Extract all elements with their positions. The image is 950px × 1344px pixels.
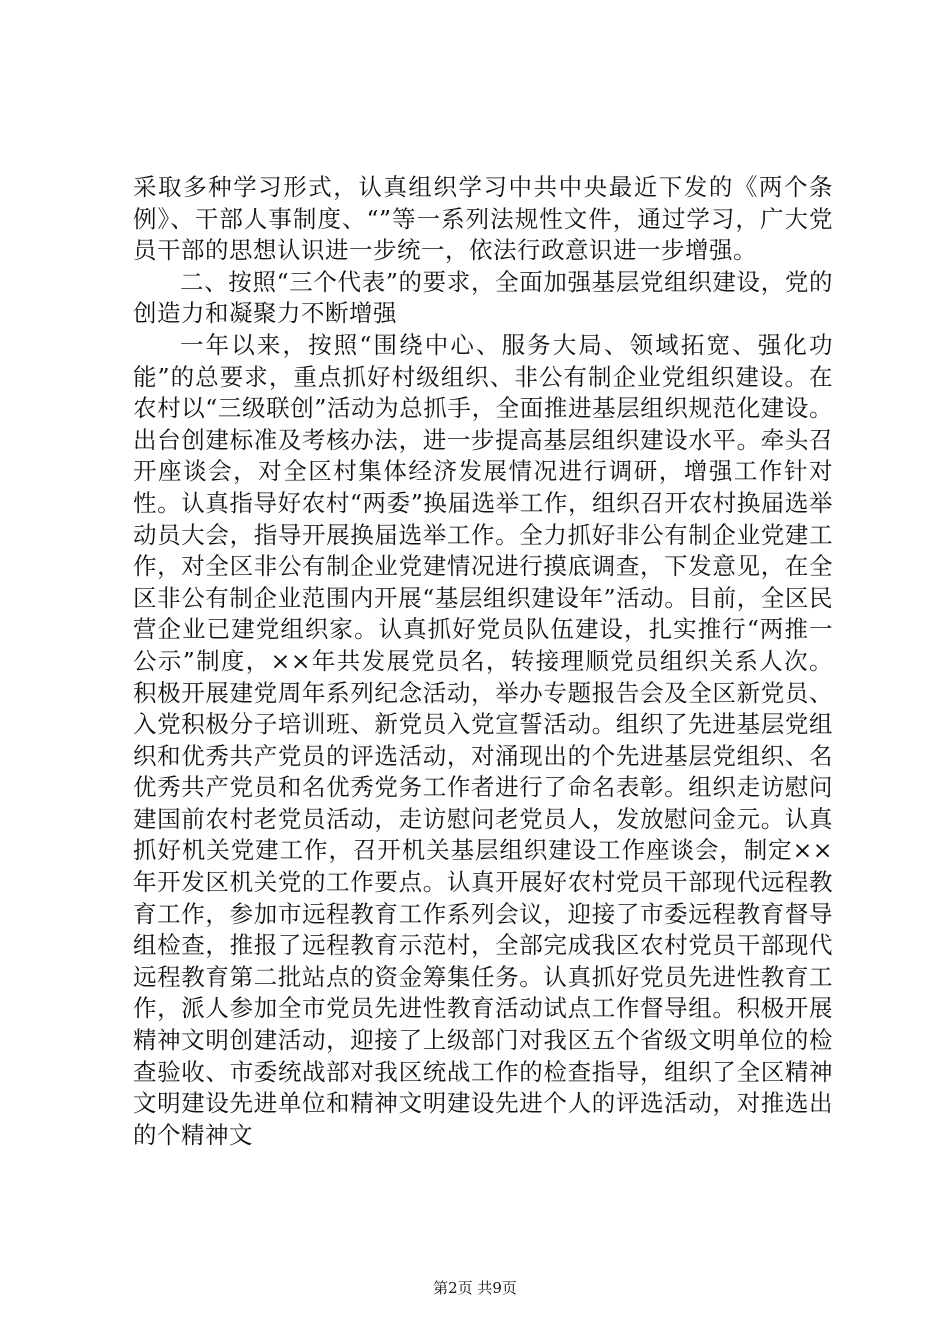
section-heading-two: 二、按照“三个代表”的要求，全面加强基层党组织建设，党的创造力和凝聚力不断增强 — [133, 267, 833, 328]
paragraph-grassroots-work: 一年以来，按照“围绕中心、服务大局、领域拓宽、强化功能”的总要求，重点抓好村级组织、非公有制企业党组织建设。在农村以“三级联创”活动为总抓手，全面推进基层组织规范化建设。出台创建标准及考核办法，进一步提高基层组织建设水平。牵头召开座谈会，对全区村集体经济发展情况进行调研，增强工作针对性。认真指导好农村“两委”换届选举工作，组织召开农村换届选举动员大会，指导开展换届选举工作。全力抓好非公有制企业党建工作，对全区非公有制企业党建情况进行摸底调查，下发意见，在全区非公有制企业范围内开展“基层组织建设年”活动。目前，全区民营企业已建党组织家。认真抓好党员队伍建设，扎实推行“两推一公示”制度，××年共发展党员名，转接理顺党员组织关系人次。积极开展建党周年系列纪念活动，举办专题报告会及全区新党员、入党积极分子培训班、新党员入党宣誓活动。组织了先进基层党组织和优秀共产党员的评选活动，对涌现出的个先进基层党组织、名优秀共产党员和名优秀党务工作者进行了命名表彰。组织走访慰问建国前农村老党员活动，走访慰问老党员人，发放慰问金元。认真抓好机关党建工作，召开机关基层组织建设工作座谈会，制定××年开发区机关党的工作要点。认真开展好农村党员干部现代远程教育工作，参加市远程教育工作系列会议，迎接了市委远程教育督导组检查，推报了远程教育示范村，全部完成我区农村党员干部现代远程教育第二批站点的资金筹集任务。认真抓好党员先进性教育工作，派人参加全市党员先进性教育活动试点工作督导组。积极开展精神文明创建活动，迎接了上级部门对我区五个省级文明单位的检查验收、市委统战部对我区统战工作的检查指导，组织了全区精神文明建设先进单位和精神文明建设先进个人的评选活动，对推选出的个精神文 — [133, 330, 833, 1149]
document-body — [133, 172, 833, 1151]
paragraph-study-forms: 采取多种学习形式，认真组织学习中共中央最近下发的《两个条例》、干部人事制度、“”等一系列法规性文件，通过学习，广大党员干部的思想认识进一步统一，依法行政意识进一步增强。 — [133, 173, 833, 265]
page-number-footer: 第2页 共9页 — [433, 1279, 517, 1297]
